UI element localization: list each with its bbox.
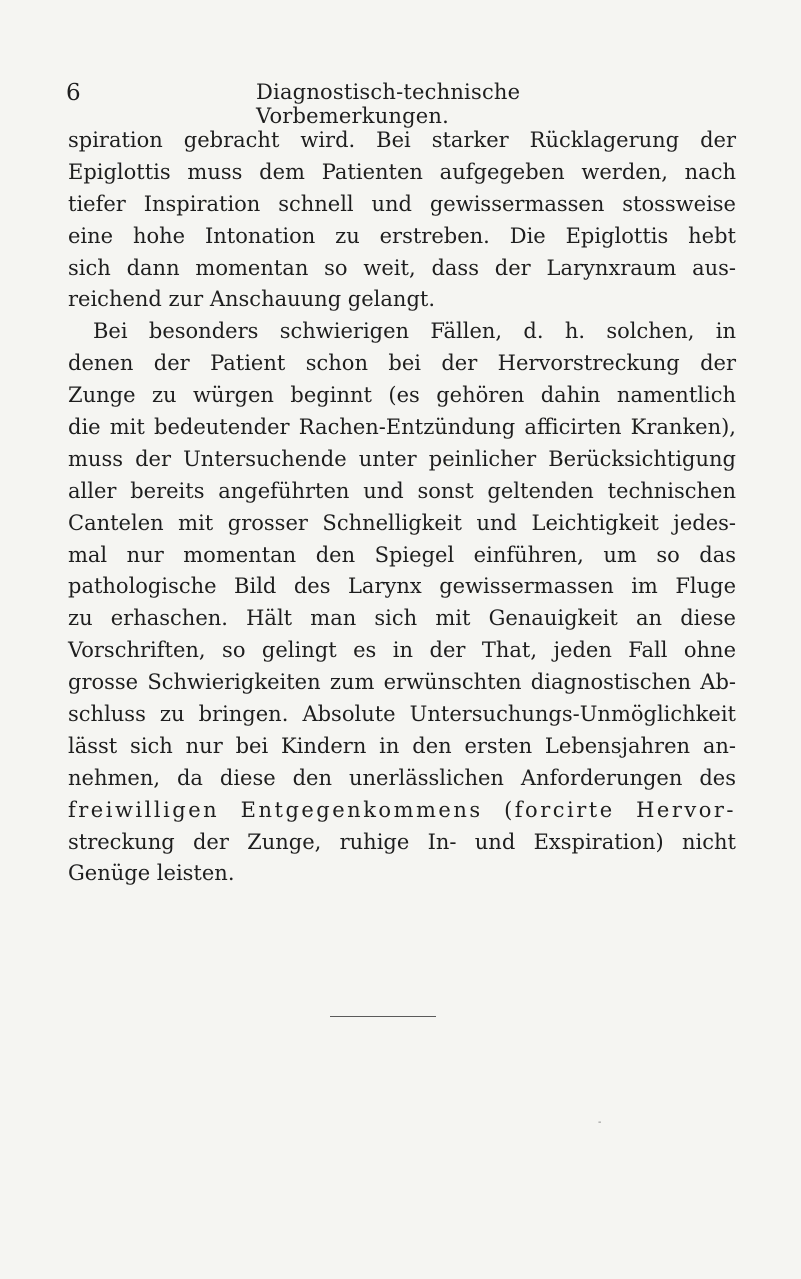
ink-speck: -: [598, 1117, 602, 1128]
text-line: Epiglottis muss dem Patienten aufgegeben werden, nach: [68, 159, 736, 184]
text-line-emphasized: freiwilligen Entgegenkommens (forcirte Hervor-: [68, 797, 736, 822]
page-header: [66, 80, 666, 128]
page-number: 6: [66, 80, 81, 106]
running-title: Diagnostisch-technische Vorbemerkungen.: [256, 80, 521, 128]
text-line: lässt sich nur bei Kindern in den ersten Lebensjahren an-: [68, 733, 736, 758]
text-line: denen der Patient schon bei der Hervorstreckung der: [68, 351, 736, 376]
text-line: spiration gebracht wird. Bei starker Rücklagerung der: [68, 128, 736, 152]
text-line: zu erhaschen. Hält man sich mit Genauigkeit an diese: [68, 606, 736, 631]
text-line: Genüge leisten.: [68, 861, 235, 886]
text-line: die mit bedeutender Rachen-Entzündung afficirten Kranken),: [68, 415, 736, 440]
text-line: grosse Schwierigkeiten zum erwünschten diagnostischen Ab-: [68, 670, 736, 695]
text-line: Cantelen mit grosser Schnelligkeit und Leichtigkeit jedes-: [68, 510, 736, 535]
text-line: Bei besonders schwierigen Fällen, d. h. solchen, in: [93, 319, 736, 344]
text-line: aller bereits angeführten und sonst geltenden technischen: [68, 478, 736, 503]
text-line: pathologische Bild des Larynx gewissermassen im Fluge: [68, 574, 736, 599]
text-line: eine hohe Intonation zu erstreben. Die Epiglottis hebt: [68, 223, 736, 248]
text-line: streckung der Zunge, ruhige In- und Exspiration) nicht: [68, 829, 736, 854]
text-line: reichend zur Anschauung gelangt.: [68, 287, 435, 312]
text-line: schluss zu bringen. Absolute Untersuchungs-Unmöglichkeit: [68, 702, 736, 727]
body-text: [68, 125, 736, 890]
text-line: muss der Untersuchende unter peinlicher Berücksichtigung: [68, 446, 736, 471]
text-line: tiefer Inspiration schnell und gewissermassen stossweise: [68, 191, 736, 216]
text-line: mal nur momentan den Spiegel einführen, um so das: [68, 542, 736, 567]
text-line: Vorschriften, so gelingt es in der That, jeden Fall ohne: [68, 638, 736, 663]
text-line: sich dann momentan so weit, dass der Larynxraum aus-: [68, 255, 736, 280]
text-line: Zunge zu würgen beginnt (es gehören dahin namentlich: [68, 383, 736, 408]
section-rule: [330, 1016, 436, 1017]
text-line: nehmen, da diese den unerlässlichen Anforderungen des: [68, 765, 736, 790]
